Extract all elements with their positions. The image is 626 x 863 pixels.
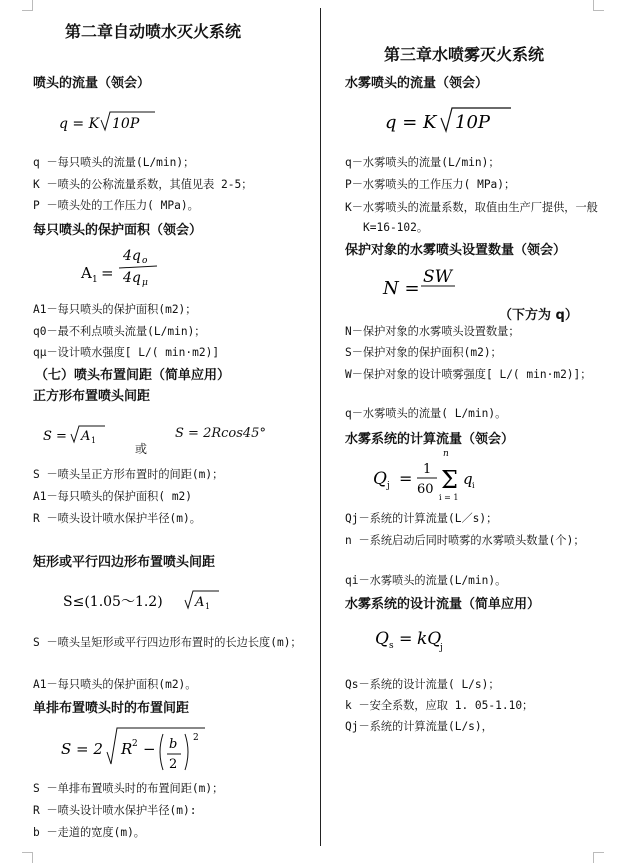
def-n-nozzles	[345, 531, 613, 551]
svg-text:i: i	[472, 481, 475, 490]
svg-text:1: 1	[423, 462, 432, 477]
def-q-mist-flow-2: q－水雾喷头的流量( L/min)。	[345, 407, 507, 420]
def-p-pressure: P －喷头处的工作压力( MPa)。	[33, 199, 199, 212]
def-w-intensity-text: W－保护对象的设计喷雾强度[ L/( min·m2)]；	[345, 368, 592, 381]
svg-text:2: 2	[169, 757, 178, 772]
formula-single-row	[59, 724, 209, 776]
heading-protection-area: 每只喷头的保护面积（领会）	[33, 223, 203, 238]
formula-rect-spacing	[61, 586, 241, 614]
def-s-square-spacing: S －喷头呈正方形布置时的间距(m)；	[33, 468, 224, 481]
heading-spacing-section: （七）喷头布置间距（简单应用）	[35, 368, 231, 383]
heading-mist-flow: 水雾喷头的流量（领会）	[345, 76, 489, 91]
def-n-nozzles-text: n －系统启动后同时喷雾的水雾喷头数量(个)；	[345, 534, 585, 547]
def-p-mist-pressure: P－水雾喷头的工作压力( MPa)；	[345, 178, 516, 191]
svg-text:10P: 10P	[455, 112, 491, 133]
svg-text:b: b	[169, 737, 178, 752]
def-q-mist-flow: q－水雾喷头的流量(L/min)；	[345, 156, 500, 169]
svg-text:2: 2	[132, 739, 138, 749]
svg-text:kQ: kQ	[417, 629, 442, 649]
svg-text:Q: Q	[375, 629, 389, 649]
svg-text:j: j	[440, 643, 443, 653]
def-w-intensity	[345, 365, 613, 385]
def-s-rect-spacing-text: S －喷头呈矩形或平行四边形布置时的长边长度(m)；	[33, 636, 302, 649]
svg-text:−: −	[143, 740, 156, 758]
formula-design-flow	[373, 624, 493, 656]
svg-text:4q: 4q	[123, 270, 141, 286]
def-qmu-intensity: qμ－设计喷水强度[ L/( min·m2)]	[33, 346, 220, 359]
svg-text:S≤(1.05～1.2): S≤(1.05～1.2)	[63, 594, 163, 610]
def-q-flow: q －每只喷头的流量(L/min)；	[33, 156, 195, 169]
corner-mark-top-left	[22, 0, 33, 11]
def-k-safety: k －安全系数，应取 1. 05-1.10；	[345, 699, 534, 712]
def-qj-calc-flow: Qj－系统的计算流量(L／s)；	[345, 512, 498, 525]
def-k-coefficient: K －喷头的公称流量系数，其值见表 2-5；	[33, 178, 253, 191]
formula-nozzle-count	[381, 262, 501, 302]
def-k-mist-coefficient	[345, 198, 613, 238]
formula-sprinkler-flow	[57, 106, 167, 136]
heading-rect-layout: 矩形或平行四边形布置喷头间距	[33, 555, 216, 570]
svg-text:q = K: q = K	[59, 116, 100, 132]
svg-text:60: 60	[417, 482, 434, 497]
svg-text:1: 1	[205, 602, 211, 611]
def-s-area: S－保护对象的保护面积(m2)；	[345, 346, 502, 359]
svg-text:2: 2	[193, 733, 199, 743]
corner-mark-bottom-left	[22, 852, 33, 863]
heading-single-row: 单排布置喷头时的布置间距	[33, 701, 190, 716]
svg-text:N =: N =	[383, 278, 420, 299]
svg-text:A: A	[81, 429, 91, 444]
heading-design-flow: 水雾系统的设计流量（简单应用）	[345, 597, 541, 612]
svg-text:S = 2: S = 2	[61, 740, 103, 758]
note-below-is-q: （下方为 q）	[499, 308, 578, 323]
svg-text:q: q	[463, 470, 473, 488]
formula-calc-flow	[371, 450, 521, 506]
formula-square-cos: S = 2Rcos45°	[175, 426, 266, 441]
column-divider	[320, 8, 321, 846]
svg-text:1: 1	[92, 275, 98, 285]
def-r-radius: R －喷头设计喷水保护半径(m)。	[33, 512, 201, 525]
chapter-3-title: 第三章水喷雾灭火系统	[384, 45, 545, 64]
svg-text:=: =	[101, 264, 114, 282]
svg-text:=: =	[399, 629, 413, 648]
svg-text:4q: 4q	[123, 248, 141, 264]
svg-text:1: 1	[91, 436, 97, 445]
def-q0-flow: q0－最不利点喷头流量(L/min)；	[33, 325, 206, 338]
def-qj-calc-flow-2: Qj－系统的计算流量(L/s)，	[345, 720, 493, 733]
heading-calc-flow: 水雾系统的计算流量（领会）	[345, 432, 515, 447]
def-r-radius-2: R －喷头设计喷水保护半径(m):	[33, 804, 197, 817]
formula-mist-flow	[383, 102, 523, 138]
chapter-2-title: 第二章自动喷水灭火系统	[65, 22, 242, 41]
formula-protection-area	[79, 242, 189, 290]
svg-text:i = 1: i = 1	[439, 493, 459, 502]
svg-text:n: n	[443, 450, 449, 459]
svg-text:q = K: q = K	[385, 112, 437, 133]
svg-text:A: A	[195, 595, 205, 610]
svg-text:=: =	[399, 469, 413, 488]
svg-text:o: o	[142, 256, 148, 266]
def-s-rect-spacing	[33, 632, 311, 654]
def-a1-area-3: A1－每只喷头的保护面积(m2)。	[33, 678, 197, 691]
heading-sprinkler-flow: 喷头的流量（领会）	[33, 76, 151, 91]
heading-square-layout: 正方形布置喷头间距	[33, 389, 151, 404]
def-s-single-spacing: S －单排布置喷头时的布置间距(m)；	[33, 782, 224, 795]
svg-text:s: s	[389, 641, 394, 651]
svg-text:R: R	[121, 740, 133, 758]
formula-square-sqrt	[41, 422, 127, 448]
heading-nozzle-count: 保护对象的水雾喷头设置数量（领会）	[345, 243, 567, 258]
def-a1-area: A1－每只喷头的保护面积(m2)；	[33, 303, 197, 316]
svg-text:μ: μ	[142, 278, 148, 288]
def-a1-area-2: A1－每只喷头的保护面积( m2)	[33, 490, 193, 503]
def-n-count: N－保护对象的水雾喷头设置数量；	[345, 325, 520, 338]
def-qs-design-flow: Qs－系统的设计流量( L/s)；	[345, 678, 500, 691]
svg-text:S =: S =	[43, 429, 67, 444]
svg-text:Σ: Σ	[441, 466, 458, 494]
svg-text:10P: 10P	[112, 116, 140, 132]
svg-text:Q: Q	[373, 469, 387, 489]
corner-mark-top-right	[593, 0, 604, 11]
svg-text:A: A	[81, 264, 92, 282]
or-text: 或	[135, 442, 148, 456]
def-k-mist-coefficient-text: K－水雾喷头的流量系数，取值由生产厂提供，一般 K=16-102。	[345, 201, 598, 234]
def-b-corridor-width: b －走道的宽度(m)。	[33, 826, 145, 839]
corner-mark-bottom-right	[593, 852, 604, 863]
def-qi-flow: qi－水雾喷头的流量(L/min)。	[345, 574, 507, 587]
svg-text:SW: SW	[423, 267, 453, 287]
svg-text:j: j	[387, 481, 390, 491]
